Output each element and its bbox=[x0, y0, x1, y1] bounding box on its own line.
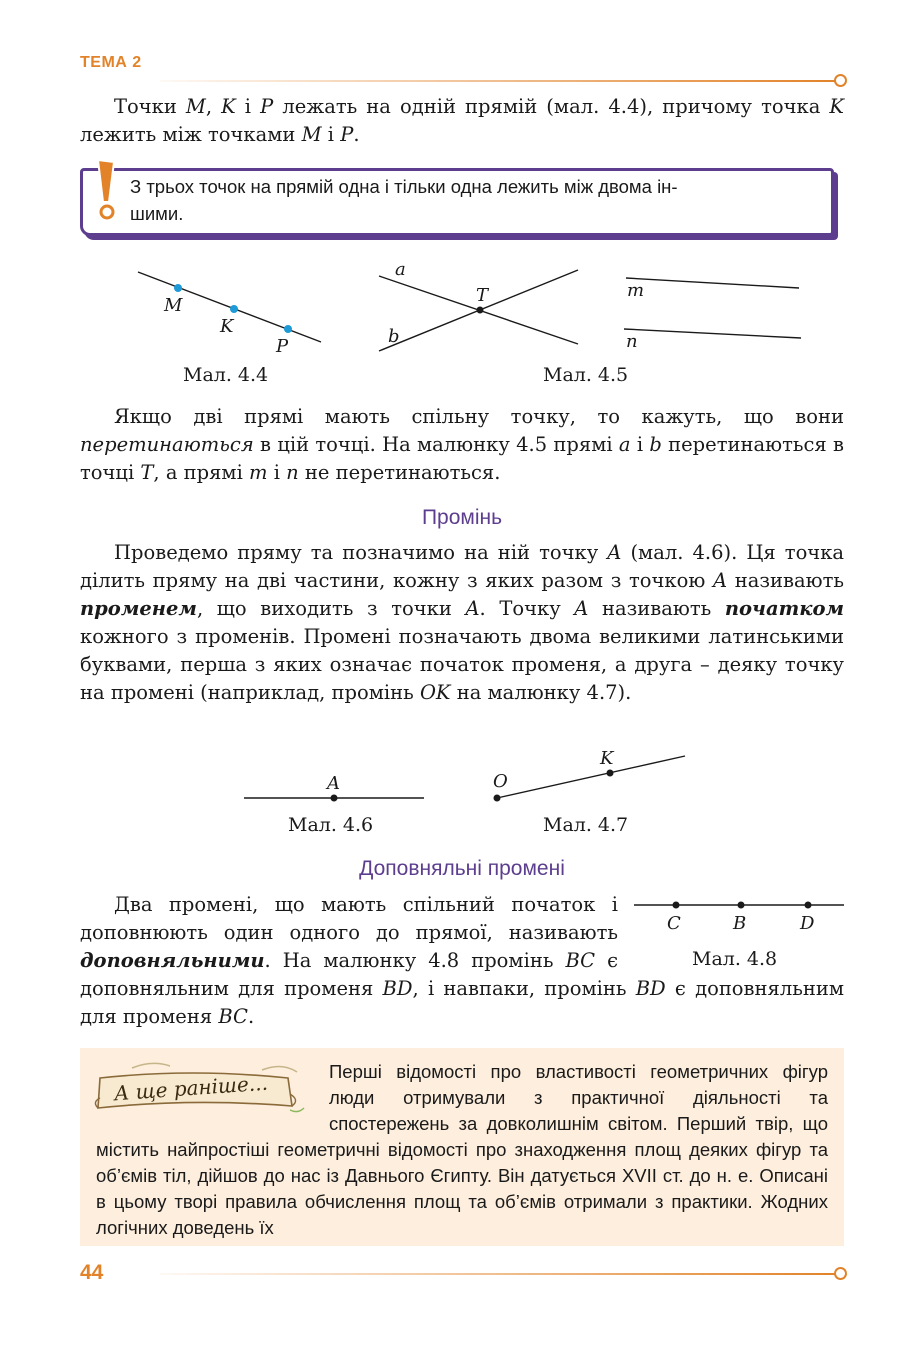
point-A bbox=[331, 795, 338, 802]
caption-4-5: Мал. 4.5 bbox=[543, 364, 629, 386]
label-M: M bbox=[164, 295, 183, 316]
label-P: P bbox=[276, 336, 289, 357]
figure-4-8 bbox=[630, 894, 846, 936]
point-O bbox=[494, 795, 501, 802]
point-K-ray bbox=[607, 770, 614, 777]
topic-label: ТЕМА 2 bbox=[80, 54, 142, 71]
label-O: O bbox=[493, 771, 508, 792]
point-P bbox=[284, 325, 292, 333]
label-b: b bbox=[388, 326, 400, 347]
label-B: B bbox=[733, 913, 747, 934]
history-badge-text: А ще раніше... bbox=[113, 1070, 269, 1106]
ray-paragraph: Проведемо пряму та позначимо на ній точку A (мал. 4.6). Ця точка ділить пряму на дві частини, кожну з яких разом з точкою A називають променем, що виходить з точки A. Точку A називають початком кожного з променів. Промені позначають двома великими латинськими буквами, перша з яких означає початок променя, а друга – деяку точку на промені (наприклад, промінь OK на малюнку 4.7). bbox=[80, 541, 845, 704]
label-D: D bbox=[800, 913, 815, 934]
label-a: a bbox=[395, 259, 406, 280]
intersect-paragraph: Якщо дві прямі мають спільну точку, то кажуть, що вони перетинаються в цій точці. На малюнку 4.5 прямі a і b перетинаються в точці T, а прямі m і n не перетинаються. bbox=[80, 405, 844, 484]
label-K-ray: K bbox=[600, 748, 614, 769]
caption-4-4: Мал. 4.4 bbox=[183, 364, 269, 386]
point-B bbox=[738, 902, 745, 909]
label-C: C bbox=[667, 913, 681, 934]
point-T bbox=[477, 307, 484, 314]
figure-4-4 bbox=[138, 272, 321, 357]
footer-rule bbox=[160, 1273, 836, 1275]
heading-ray: Промінь bbox=[421, 506, 503, 529]
caption-4-8: Мал. 4.8 bbox=[692, 948, 778, 970]
intro-paragraph: Точки M, K і P лежать на одній прямій (мал. 4.4), причому точка K лежить між точками M і P. bbox=[80, 95, 844, 146]
figures-4-4-4-5 bbox=[80, 250, 844, 360]
label-n: n bbox=[626, 331, 638, 352]
label-T: T bbox=[476, 285, 489, 306]
label-A: A bbox=[327, 773, 340, 794]
figure-4-5 bbox=[379, 259, 801, 352]
footer-rule-end bbox=[834, 1267, 847, 1280]
label-K: K bbox=[220, 316, 234, 337]
rule-text: З трьох точок на прямій одна і тільки одна лежить між двома ін- шими. bbox=[130, 176, 678, 224]
label-m: m bbox=[627, 280, 645, 301]
header-rule bbox=[160, 80, 836, 82]
point-C bbox=[673, 902, 680, 909]
caption-4-6: Мал. 4.6 bbox=[288, 814, 374, 836]
complementary-paragraph: Два промені, що мають спільний початок і доповнюють один одного до прямої, називають доповняльними. На малюнку 4.8 промінь BC є доповняльним для променя BD, і навпаки, промінь BD є доповняльним для променя BC. bbox=[80, 893, 844, 1028]
point-K bbox=[230, 305, 238, 313]
figure-4-7 bbox=[493, 748, 685, 802]
badge-float-space bbox=[96, 1059, 329, 1137]
point-D bbox=[805, 902, 812, 909]
figure-4-6 bbox=[244, 773, 424, 802]
point-M bbox=[174, 284, 182, 292]
figures-4-6-4-7 bbox=[230, 746, 700, 808]
exclamation-icon bbox=[92, 158, 122, 222]
history-text: Перші відомості про властивості геометричних фігур люди отримували з практичної діяльності та спостережень за довколишнім світом. Перший твір, що містить найпростіші геометричні відомості про знаходження площ деяких фігур та об’ємів тіл, дійшов до нас із Давнього Єгипту. Він датується XVII ст. до н. е. Описані в цьому творі правила обчислення площ та об’ємів отримали з практики. Жодних логічних доведень їх bbox=[96, 1061, 828, 1238]
heading-complementary: Доповняльні промені bbox=[359, 857, 565, 880]
header-rule-end bbox=[834, 74, 847, 87]
caption-4-7: Мал. 4.7 bbox=[543, 814, 629, 836]
page-number: 44 bbox=[80, 1261, 104, 1284]
